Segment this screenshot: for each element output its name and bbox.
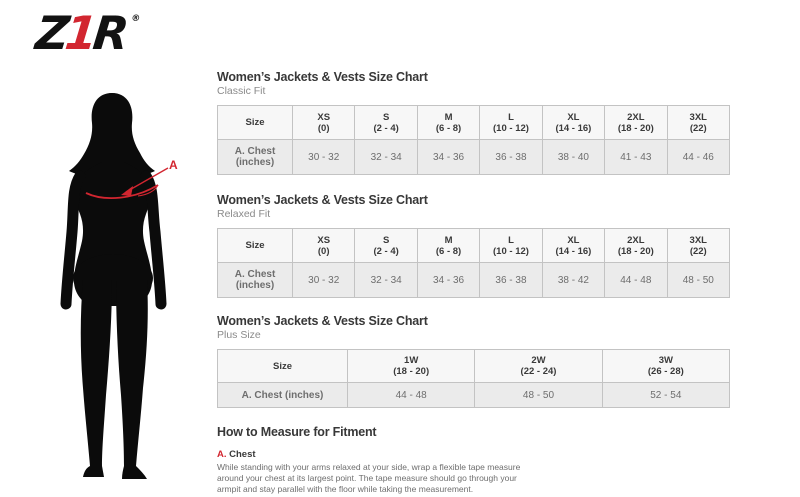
chest-label-line1: A. Chest (234, 269, 276, 280)
measure-item-text: While standing with your arms relaxed at your side, wrap a flexible tape measure around your chest at its largest point. The tape measure should go through your armpit and stay parallel with the floor while taking the measurement. (217, 462, 521, 494)
relaxed-subtitle: Relaxed Fit (217, 208, 271, 220)
female-silhouette-graphic (50, 90, 182, 490)
plus-col-3w (602, 350, 729, 383)
chest-value: 34 - 36 (417, 263, 479, 298)
chest-value: 30 - 32 (293, 263, 355, 298)
relaxed-col-xs (293, 229, 355, 263)
size-name: XS (317, 234, 331, 246)
chest-value: 36 - 38 (480, 140, 542, 175)
z1r-logo (33, 6, 141, 58)
size-range: (0) (317, 245, 330, 257)
logo-letter-z: Z (33, 6, 68, 60)
chest-label-line2: (inches) (235, 157, 275, 168)
silhouette-left-foot (83, 466, 104, 477)
fit-figure (50, 90, 182, 490)
size-range: (0) (317, 122, 330, 134)
chest-value: 32 - 34 (355, 140, 417, 175)
relaxed-col-m (417, 229, 479, 263)
size-name: 2XL (627, 111, 645, 123)
classic-chest-label (218, 140, 293, 175)
measure-item-title (217, 449, 730, 461)
classic-col-m (417, 106, 479, 140)
logo-letter-1: 1 (62, 6, 96, 60)
size-range: (14 - 16) (555, 245, 592, 257)
silhouette-right-foot (122, 466, 147, 479)
plus-title: Women’s Jackets & Vests Size Chart (217, 314, 428, 328)
section-how-to-measure (217, 425, 730, 495)
size-range: (18 - 20) (617, 245, 654, 257)
plus-corner-size: Size (218, 350, 348, 383)
relaxed-chest-row (218, 263, 730, 298)
classic-corner-size: Size (218, 106, 293, 140)
section-classic-fit (217, 70, 730, 175)
size-name: 3XL (689, 111, 707, 123)
size-name: M (444, 234, 453, 246)
chest-value: 38 - 40 (542, 140, 604, 175)
chest-label-line2: (inches) (235, 280, 275, 291)
size-range: (18 - 20) (393, 366, 430, 377)
measure-heading: How to Measure for Fitment (217, 425, 377, 439)
relaxed-corner-size: Size (218, 229, 293, 263)
size-name: L (508, 234, 514, 246)
relaxed-header-row (218, 229, 730, 263)
plus-col-2w (475, 350, 602, 383)
classic-col-3xl (667, 106, 729, 140)
classic-col-s (355, 106, 417, 140)
chest-value: 41 - 43 (605, 140, 667, 175)
classic-title: Women’s Jackets & Vests Size Chart (217, 70, 428, 84)
size-name: S (382, 234, 390, 246)
size-range: (26 - 28) (647, 366, 684, 377)
size-name: M (444, 111, 453, 123)
logo-letter-r: R (90, 6, 127, 60)
relaxed-col-2xl (605, 229, 667, 263)
chest-value: 32 - 34 (355, 263, 417, 298)
relaxed-col-3xl (667, 229, 729, 263)
registered-mark: ® (130, 14, 141, 24)
relaxed-title: Women’s Jackets & Vests Size Chart (217, 193, 428, 207)
chest-value: 34 - 36 (417, 140, 479, 175)
measure-item-letter: A. (217, 449, 227, 460)
chest-value: 36 - 38 (480, 263, 542, 298)
relaxed-col-s (355, 229, 417, 263)
size-name: XS (317, 111, 331, 123)
chest-label-line1: A. Chest (234, 146, 276, 157)
classic-chest-row (218, 140, 730, 175)
size-name: XL (567, 234, 580, 246)
size-range: (2 - 4) (373, 122, 399, 134)
classic-col-l (480, 106, 542, 140)
female-silhouette (66, 93, 161, 479)
chest-value: 48 - 50 (475, 383, 602, 408)
silhouette-right-leg (116, 280, 148, 466)
plus-subtitle: Plus Size (217, 329, 261, 341)
chest-value: 44 - 46 (667, 140, 729, 175)
size-range: (18 - 20) (617, 122, 654, 134)
size-range: (22) (689, 245, 707, 257)
size-name: 2XL (627, 234, 645, 246)
section-plus-size (217, 314, 730, 408)
size-range: (14 - 16) (555, 122, 592, 134)
measure-item-name: Chest (229, 449, 256, 460)
classic-subtitle: Classic Fit (217, 85, 266, 97)
size-range: (6 - 8) (435, 122, 462, 134)
chest-value: 48 - 50 (667, 263, 729, 298)
size-range: (10 - 12) (493, 122, 529, 134)
classic-header-row (218, 106, 730, 140)
relaxed-col-xl (542, 229, 604, 263)
silhouette-left-leg (81, 280, 112, 466)
size-name: 2W (531, 355, 546, 366)
chest-value: 30 - 32 (293, 140, 355, 175)
chest-value: 44 - 48 (605, 263, 667, 298)
plus-col-1w (348, 350, 475, 383)
classic-col-xl (542, 106, 604, 140)
measure-item-chest (217, 449, 730, 495)
chest-value: 38 - 42 (542, 263, 604, 298)
size-range: (22) (689, 122, 707, 134)
size-name: 1W (404, 355, 419, 366)
classic-col-2xl (605, 106, 667, 140)
size-range: (22 - 24) (520, 366, 557, 377)
classic-fit-table (217, 105, 730, 175)
relaxed-chest-label (218, 263, 293, 298)
plus-chest-label: A. Chest (inches) (218, 383, 348, 408)
section-relaxed-fit (217, 193, 730, 298)
relaxed-col-l (480, 229, 542, 263)
size-name: XL (567, 111, 580, 123)
chest-value: 44 - 48 (348, 383, 475, 408)
plus-size-table (217, 349, 730, 408)
chest-value: 52 - 54 (602, 383, 729, 408)
size-range: (6 - 8) (435, 245, 462, 257)
measure-label-a: A (169, 158, 178, 172)
relaxed-fit-table (217, 228, 730, 298)
size-name: L (508, 111, 514, 123)
size-name: S (382, 111, 390, 123)
classic-col-xs (293, 106, 355, 140)
size-name: 3W (658, 355, 673, 366)
plus-header-row (218, 350, 730, 383)
size-name: 3XL (689, 234, 707, 246)
size-range: (10 - 12) (493, 245, 529, 257)
size-range: (2 - 4) (373, 245, 399, 257)
plus-chest-row (218, 383, 730, 408)
